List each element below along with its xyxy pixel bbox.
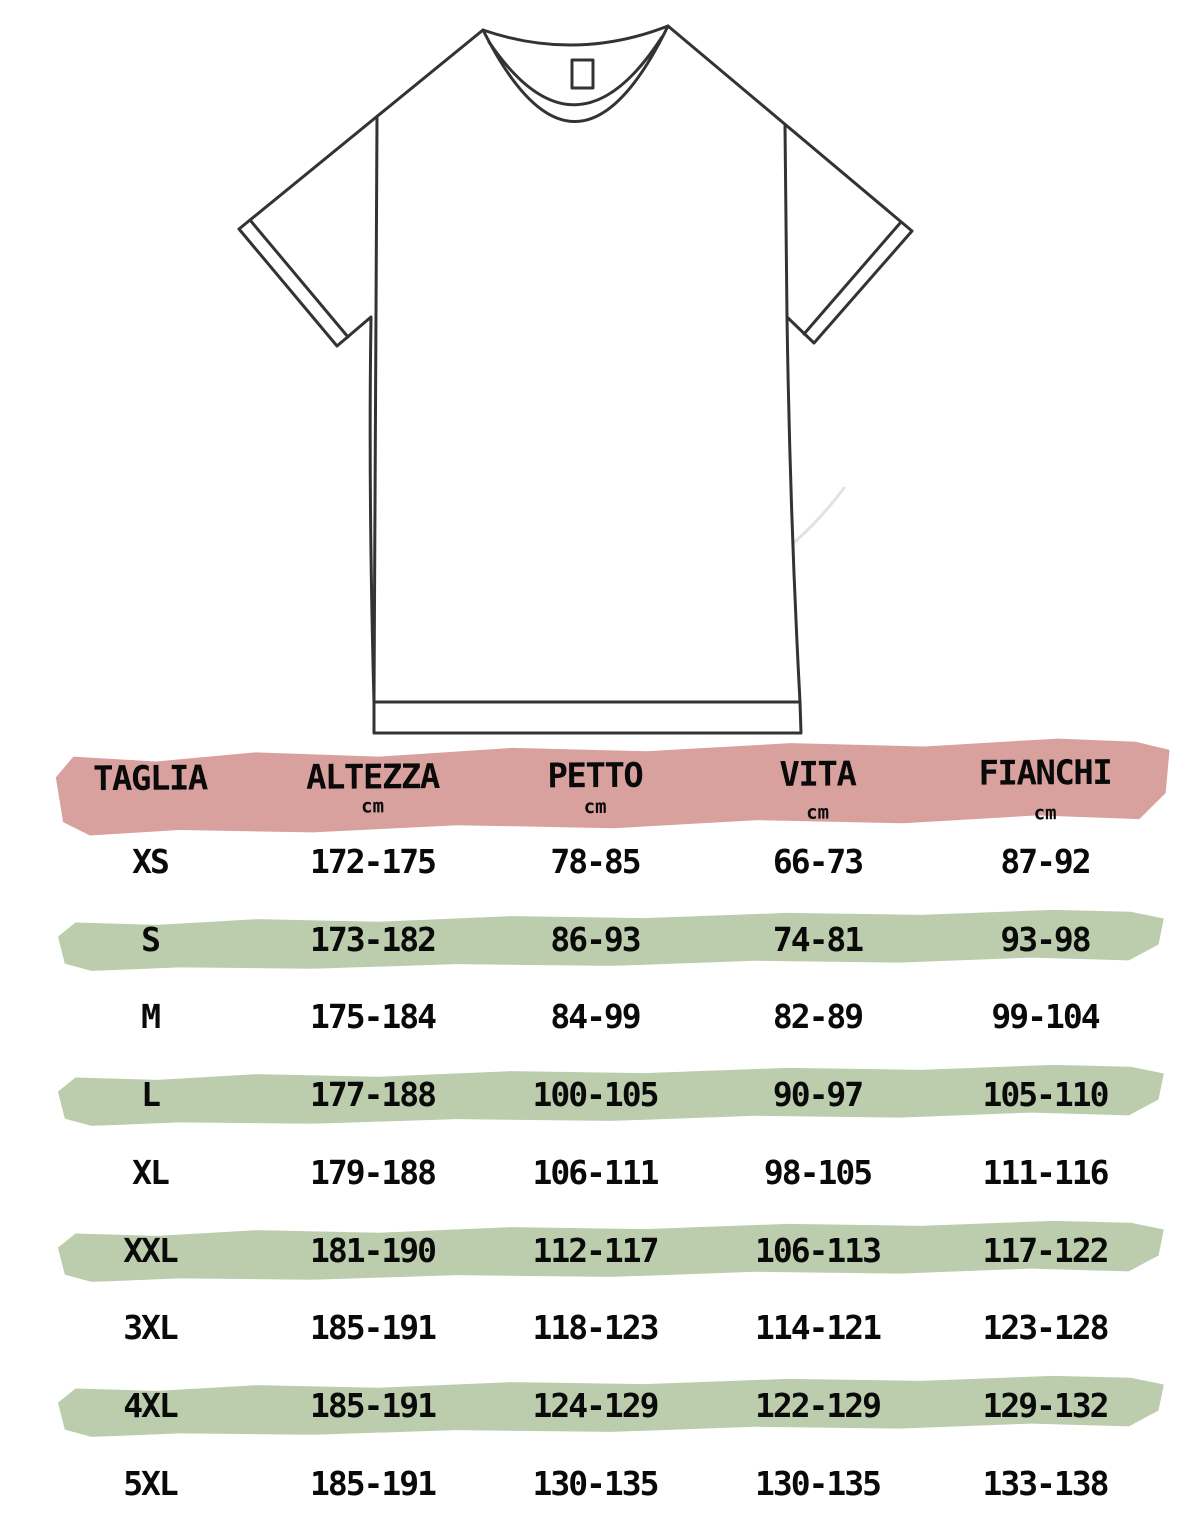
header-label: PETTO xyxy=(547,755,643,797)
fianchi-cell: 87-92 xyxy=(1000,842,1090,881)
table-row xyxy=(40,1153,1160,1193)
table-row xyxy=(40,997,1160,1037)
fianchi-cell: 133-138 xyxy=(982,1463,1108,1503)
altezza-cell: 185-191 xyxy=(309,1463,436,1503)
size-cell: 4XL xyxy=(123,1385,177,1425)
altezza-cell: 185-191 xyxy=(309,1308,436,1348)
vita-cell: 66-73 xyxy=(772,842,863,881)
header-label: VITA xyxy=(779,754,856,795)
header-unit: cm xyxy=(583,795,607,819)
vita-cell: 82-89 xyxy=(772,997,863,1037)
table-row xyxy=(40,1464,1160,1504)
size-cell: 3XL xyxy=(123,1308,177,1348)
altezza-cell: 175-184 xyxy=(309,997,436,1037)
fianchi-cell: 105-110 xyxy=(982,1075,1108,1115)
size-cell: S xyxy=(141,919,159,959)
petto-cell: 100-105 xyxy=(532,1075,658,1115)
table-row xyxy=(40,920,1160,960)
size-cell: M xyxy=(141,997,159,1037)
header-unit: cm xyxy=(361,795,385,818)
size-cell: 5XL xyxy=(123,1463,177,1503)
fianchi-cell: 123-128 xyxy=(982,1308,1108,1348)
fianchi-cell: 93-98 xyxy=(1000,919,1090,959)
size-cell: XL xyxy=(132,1152,168,1192)
vita-cell: 114-121 xyxy=(754,1308,881,1348)
table-row xyxy=(40,1386,1160,1426)
vita-cell: 74-81 xyxy=(772,919,863,959)
petto-cell: 106-111 xyxy=(532,1152,658,1192)
fianchi-cell: 129-132 xyxy=(982,1385,1108,1425)
header-label: ALTEZZA xyxy=(305,756,439,798)
petto-cell: 118-123 xyxy=(532,1308,658,1348)
table-row xyxy=(40,1308,1160,1348)
size-cell: XXL xyxy=(123,1230,177,1270)
header-unit: cm xyxy=(1033,802,1057,825)
fianchi-cell: 99-104 xyxy=(991,997,1099,1037)
fianchi-cell: 111-116 xyxy=(982,1152,1108,1192)
petto-cell: 84-99 xyxy=(550,997,640,1037)
petto-cell: 124-129 xyxy=(532,1385,658,1425)
header-label: FIANCHI xyxy=(978,752,1112,794)
petto-cell: 86-93 xyxy=(550,919,640,959)
header-unit: cm xyxy=(806,801,830,824)
size-cell: XS xyxy=(132,842,168,881)
altezza-cell: 172-175 xyxy=(309,842,436,881)
altezza-cell: 173-182 xyxy=(309,919,436,959)
altezza-cell: 185-191 xyxy=(309,1385,436,1425)
table-row xyxy=(40,842,1160,882)
vita-cell: 90-97 xyxy=(772,1075,863,1115)
fianchi-cell: 117-122 xyxy=(982,1230,1108,1270)
vita-cell: 98-105 xyxy=(763,1152,872,1192)
vita-cell: 106-113 xyxy=(754,1230,881,1270)
altezza-cell: 177-188 xyxy=(309,1075,436,1115)
size-cell: L xyxy=(141,1075,159,1115)
petto-cell: 78-85 xyxy=(550,842,640,881)
altezza-cell: 181-190 xyxy=(309,1230,436,1270)
petto-cell: 130-135 xyxy=(532,1463,658,1503)
vita-cell: 130-135 xyxy=(754,1463,881,1503)
table-row xyxy=(40,1231,1160,1271)
vita-cell: 122-129 xyxy=(754,1385,881,1425)
header-label: TAGLIA xyxy=(92,758,207,800)
table-row xyxy=(40,1075,1160,1115)
altezza-cell: 179-188 xyxy=(309,1152,436,1192)
petto-cell: 112-117 xyxy=(532,1230,658,1270)
